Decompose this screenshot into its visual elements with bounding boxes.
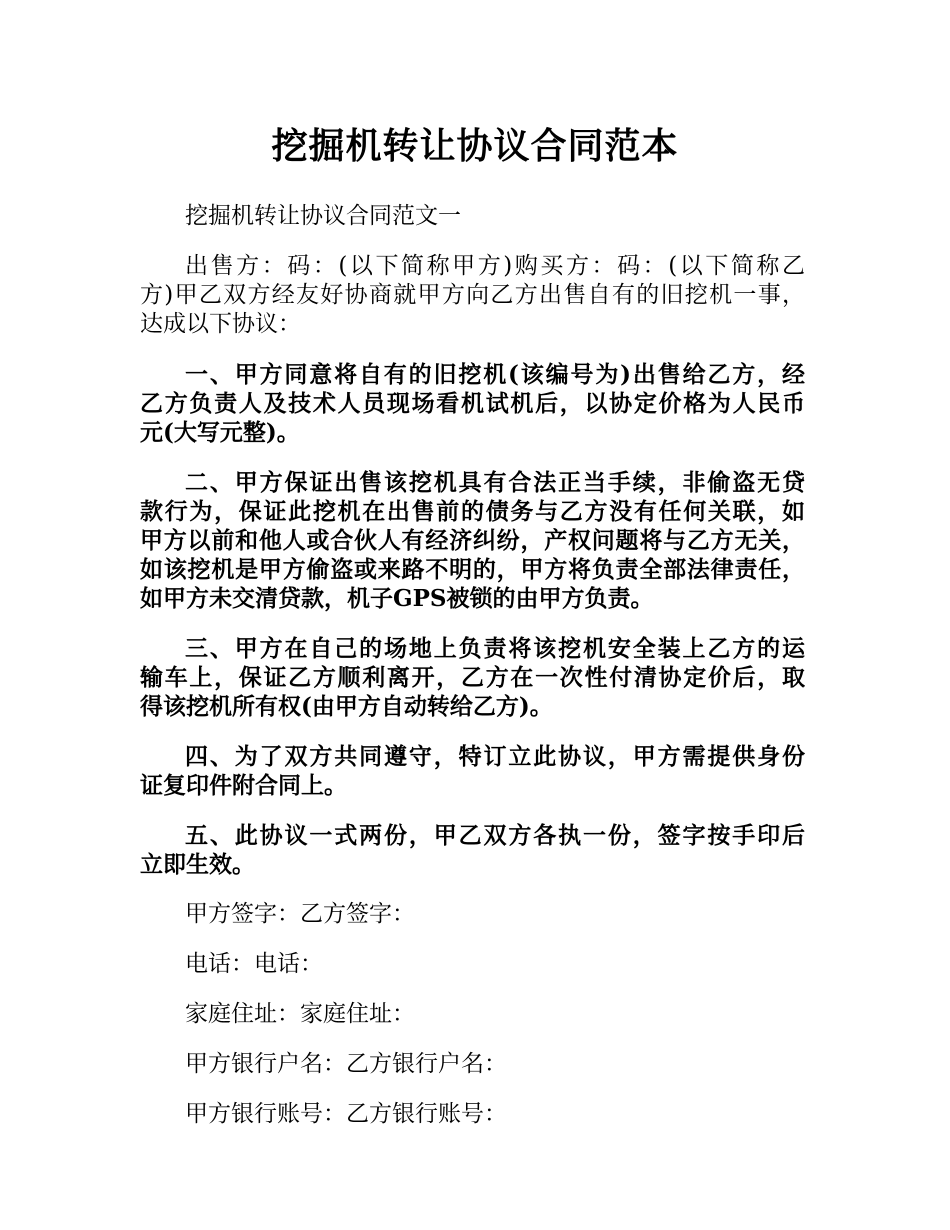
- paragraph-line: 得该挖机所有权(由甲方自动转给乙方)。: [140, 693, 553, 720]
- paragraph-line: 四、为了双方共同遵守，特订立此协议，甲方需提供身份: [185, 743, 805, 770]
- paragraph-line: 如该挖机是甲方偷盗或来路不明的，甲方将负责全部法律责任，: [140, 556, 805, 583]
- paragraph-line: 家庭住址：家庭住址：: [185, 1001, 415, 1027]
- paragraph: [140, 252, 805, 339]
- paragraph-line: 出售方：码：(以下简称甲方)购买方：码：(以下简称乙: [185, 253, 805, 279]
- paragraph: [140, 202, 805, 231]
- paragraph-line: 甲方以前和他人或合伙人有经济纠纷，产权问题将与乙方无关，: [140, 527, 805, 554]
- paragraph-line: 甲方银行户名：乙方银行户名：: [185, 1051, 507, 1077]
- paragraph-line: 如甲方未交清贷款，机子GPS被锁的由甲方负责。: [140, 585, 654, 612]
- paragraph-line: 款行为，保证此挖机在出售前的债务与乙方没有任何关联，如: [140, 498, 805, 525]
- paragraph-line: 输车上，保证乙方顺利离开，乙方在一次性付清协定价后，取: [140, 664, 805, 691]
- paragraph: [140, 1100, 805, 1129]
- paragraph: [140, 1050, 805, 1079]
- document-title: 挖掘机转让协议合同范本: [271, 125, 679, 167]
- paragraph: [140, 950, 805, 979]
- paragraph: [140, 634, 805, 721]
- paragraph-line: 立即生效。: [140, 851, 255, 878]
- paragraph: [140, 468, 805, 613]
- paragraph-line: 方)甲乙双方经友好协商就甲方向乙方出售自有的旧挖机一事，: [140, 282, 805, 308]
- paragraph: [140, 900, 805, 929]
- paragraph: [140, 742, 805, 800]
- paragraph: [140, 360, 805, 447]
- paragraph-line: 元(大写元整)。: [140, 419, 300, 446]
- paragraph-line: 达成以下协议：: [140, 311, 301, 337]
- paragraph-line: 甲方签字：乙方签字：: [185, 901, 415, 927]
- paragraph: [140, 821, 805, 879]
- paragraph-line: 二、甲方保证出售该挖机具有合法正当手续，非偷盗无贷: [185, 469, 805, 496]
- paragraph-line: 挖掘机转让协议合同范文一: [185, 203, 461, 229]
- paragraph-line: 五、此协议一式两份，甲乙双方各执一份，签字按手印后: [185, 822, 805, 849]
- paragraph-line: 证复印件附合同上。: [140, 772, 347, 799]
- paragraph-line: 甲方银行账号：乙方银行账号：: [185, 1101, 507, 1127]
- document-body: [140, 202, 805, 1150]
- paragraph: [140, 1000, 805, 1029]
- paragraph-line: 乙方负责人及技术人员现场看机试机后，以协定价格为人民币: [140, 390, 805, 417]
- paragraph-line: 电话：电话：: [185, 951, 323, 977]
- paragraph-line: 三、甲方在自己的场地上负责将该挖机安全装上乙方的运: [185, 635, 805, 662]
- paragraph-line: 一、甲方同意将自有的旧挖机(该编号为)出售给乙方，经: [185, 361, 805, 388]
